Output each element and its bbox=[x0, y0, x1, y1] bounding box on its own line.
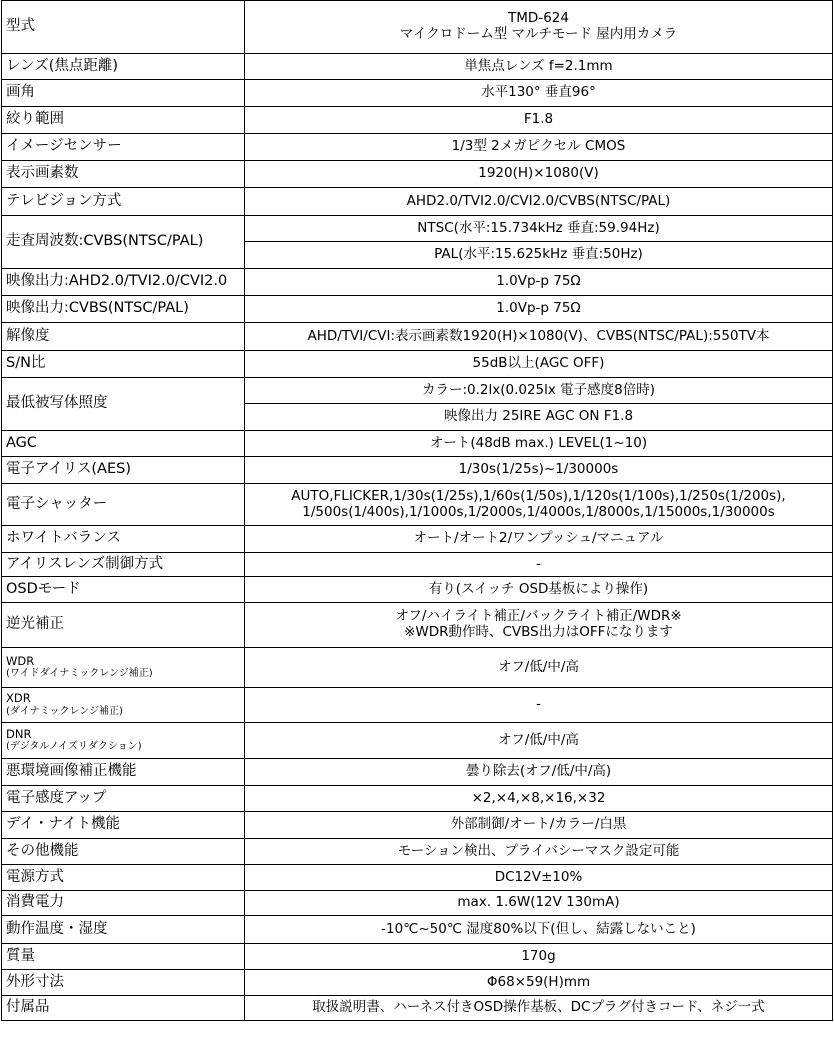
spec-value bbox=[245, 1, 833, 54]
spec-row bbox=[2, 891, 833, 916]
spec-value-line: 映像出力 25IRE AGC ON F1.8 bbox=[443, 408, 634, 425]
spec-label bbox=[2, 648, 245, 688]
spec-value-line: ※WDR動作時、CVBS出力はOFFになります bbox=[404, 624, 673, 640]
spec-label bbox=[2, 188, 245, 216]
spec-value bbox=[245, 865, 833, 891]
spec-value-line: 有り(スイッチ OSD基板により操作) bbox=[428, 580, 649, 597]
spec-value bbox=[245, 891, 833, 916]
spec-label-text: 電子感度アップ bbox=[6, 789, 107, 806]
spec-value bbox=[245, 944, 833, 970]
spec-label-text: 消費電力 bbox=[6, 894, 64, 911]
spec-value bbox=[245, 759, 833, 786]
spec-value-line: DC12V±10% bbox=[494, 868, 583, 885]
spec-label-text: ホワイトバランス bbox=[6, 530, 121, 547]
spec-label bbox=[2, 54, 245, 80]
spec-row bbox=[2, 80, 833, 107]
spec-row bbox=[2, 812, 833, 839]
spec-label-text: 最低被写体照度 bbox=[6, 395, 108, 412]
spec-row bbox=[2, 216, 833, 242]
spec-label-text: レンズ(焦点距離) bbox=[6, 57, 119, 74]
spec-table-body bbox=[2, 1, 833, 1021]
spec-label bbox=[2, 526, 245, 553]
spec-value bbox=[245, 80, 833, 107]
spec-label bbox=[2, 688, 245, 723]
spec-row bbox=[2, 484, 833, 526]
spec-label bbox=[2, 269, 245, 296]
spec-label bbox=[2, 970, 245, 996]
spec-label-text: デイ・ナイト機能 bbox=[6, 816, 120, 833]
spec-label bbox=[2, 891, 245, 916]
spec-value-line: -10℃~50℃ 湿度80%以下(但し、結露しないこと) bbox=[381, 920, 696, 937]
spec-value-line: ×2,×4,×8,×16,×32 bbox=[471, 789, 606, 806]
spec-label-text: 悪環境画像補正機能 bbox=[6, 763, 137, 780]
spec-label-text: 電源方式 bbox=[6, 868, 64, 885]
spec-label bbox=[2, 296, 245, 323]
spec-label-text: その他機能 bbox=[6, 842, 79, 859]
spec-value-line: オフ/ハイライト補正/バックライト補正/WDR※ bbox=[395, 608, 682, 625]
spec-value bbox=[245, 404, 833, 431]
spec-value bbox=[245, 188, 833, 216]
spec-value bbox=[245, 216, 833, 242]
spec-label bbox=[2, 484, 245, 526]
spec-label bbox=[2, 916, 245, 944]
spec-row bbox=[2, 865, 833, 891]
spec-value bbox=[245, 526, 833, 553]
spec-row bbox=[2, 688, 833, 723]
spec-value-line: オート/オート2/ワンプッシュ/マニュアル bbox=[413, 530, 664, 547]
spec-value-line: PAL(水平:15.625kHz 垂直:50Hz) bbox=[434, 246, 643, 263]
spec-label bbox=[2, 80, 245, 107]
spec-label-subtext: (ワイドダイナミックレンジ補正) bbox=[6, 668, 153, 680]
spec-row bbox=[2, 526, 833, 553]
spec-row bbox=[2, 134, 833, 161]
spec-label-text: XDR bbox=[6, 691, 31, 706]
spec-label-text: 外形寸法 bbox=[6, 973, 64, 990]
spec-label-text: 動作温度・湿度 bbox=[6, 920, 108, 937]
spec-label-text: 電子シャッター bbox=[6, 495, 108, 512]
spec-value-line: 170g bbox=[521, 947, 556, 964]
spec-label-text: OSDモード bbox=[6, 580, 81, 597]
spec-value-line: 曇り除去(オフ/低/中/高) bbox=[465, 763, 612, 780]
spec-label bbox=[2, 161, 245, 188]
spec-value bbox=[245, 323, 833, 351]
spec-row bbox=[2, 786, 833, 812]
spec-row bbox=[2, 351, 833, 378]
spec-value-line: AHD2.0/TVI2.0/CVI2.0/CVBS(NTSC/PAL) bbox=[406, 192, 671, 209]
spec-row bbox=[2, 161, 833, 188]
spec-value-line: 外部制御/オート/カラー/白黒 bbox=[450, 816, 627, 833]
spec-row bbox=[2, 916, 833, 944]
spec-value bbox=[245, 786, 833, 812]
spec-label bbox=[2, 351, 245, 378]
spec-label-text: 映像出力:CVBS(NTSC/PAL) bbox=[6, 300, 189, 317]
spec-row bbox=[2, 107, 833, 134]
spec-label bbox=[2, 839, 245, 865]
spec-row bbox=[2, 648, 833, 688]
spec-row bbox=[2, 970, 833, 996]
spec-label-text: 電子アイリス(AES) bbox=[6, 461, 132, 478]
spec-value bbox=[245, 839, 833, 865]
spec-label-text: アイリスレンズ制御方式 bbox=[6, 555, 164, 572]
spec-label-text: イメージセンサー bbox=[6, 138, 122, 155]
spec-value bbox=[245, 970, 833, 996]
spec-value-line: 取扱説明書、ハーネス付きOSD操作基板、DCプラグ付きコード、ネジ一式 bbox=[312, 999, 765, 1016]
spec-label-text: S/N比 bbox=[6, 355, 46, 372]
spec-label-subtext: (ダイナミックレンジ補正) bbox=[6, 705, 123, 717]
spec-value-line: オフ/低/中/高 bbox=[498, 658, 579, 675]
spec-label-text: 画角 bbox=[6, 84, 35, 101]
spec-label-text: WDR bbox=[6, 653, 35, 668]
spec-value-line: 1/30s(1/25s)~1/30000s bbox=[458, 461, 619, 478]
spec-value bbox=[245, 812, 833, 839]
spec-label bbox=[2, 431, 245, 457]
spec-value bbox=[245, 351, 833, 378]
spec-label bbox=[2, 865, 245, 891]
spec-row bbox=[2, 323, 833, 351]
spec-value-line: TMD-624 bbox=[508, 10, 569, 27]
spec-value bbox=[245, 457, 833, 484]
spec-label bbox=[2, 996, 245, 1021]
spec-value bbox=[245, 134, 833, 161]
spec-value bbox=[245, 484, 833, 526]
spec-row bbox=[2, 269, 833, 296]
spec-value bbox=[245, 648, 833, 688]
spec-value-line: 1920(H)×1080(V) bbox=[478, 165, 599, 182]
spec-value-line: モーション検出、プライバシーマスク設定可能 bbox=[397, 842, 680, 859]
spec-label bbox=[2, 378, 245, 431]
spec-label bbox=[2, 1, 245, 54]
spec-row bbox=[2, 996, 833, 1021]
spec-value bbox=[245, 723, 833, 759]
spec-value-line: - bbox=[536, 555, 541, 572]
spec-label-text: 逆光補正 bbox=[6, 616, 64, 633]
spec-label-text: 解像度 bbox=[6, 327, 50, 344]
spec-label-text: 質量 bbox=[6, 947, 35, 964]
spec-value-line: NTSC(水平:15.734kHz 垂直:59.94Hz) bbox=[417, 219, 660, 236]
spec-label-text: 表示画素数 bbox=[6, 165, 79, 182]
spec-row bbox=[2, 431, 833, 457]
spec-row bbox=[2, 759, 833, 786]
spec-row bbox=[2, 457, 833, 484]
spec-label bbox=[2, 107, 245, 134]
spec-label-subtext: (デジタルノイズリダクション) bbox=[6, 741, 142, 753]
spec-value-line: Φ68×59(H)mm bbox=[486, 973, 591, 990]
spec-label bbox=[2, 553, 245, 577]
spec-label bbox=[2, 603, 245, 648]
spec-value bbox=[245, 431, 833, 457]
spec-row bbox=[2, 723, 833, 759]
spec-label-text: 型式 bbox=[6, 18, 35, 35]
spec-value bbox=[245, 107, 833, 134]
spec-label-text: DNR bbox=[6, 726, 32, 741]
spec-value bbox=[245, 916, 833, 944]
spec-label-text: 絞り範囲 bbox=[6, 111, 64, 128]
spec-value bbox=[245, 688, 833, 723]
spec-value-line: 1.0Vp-p 75Ω bbox=[496, 300, 581, 317]
spec-row bbox=[2, 944, 833, 970]
spec-value-line: 単焦点レンズ f=2.1mm bbox=[464, 57, 613, 74]
spec-value-line: カラー:0.2lx(0.025lx 電子感度8倍時) bbox=[421, 381, 656, 398]
spec-table bbox=[1, 0, 833, 1021]
spec-value-line: 1/3型 2メガピクセル CMOS bbox=[451, 138, 626, 155]
spec-row bbox=[2, 378, 833, 404]
spec-value bbox=[245, 378, 833, 404]
spec-label-text: テレビジョン方式 bbox=[6, 192, 122, 209]
spec-value bbox=[245, 577, 833, 603]
spec-label bbox=[2, 457, 245, 484]
spec-value-line: F1.8 bbox=[523, 111, 554, 128]
spec-row bbox=[2, 188, 833, 216]
spec-row bbox=[2, 553, 833, 577]
spec-row bbox=[2, 839, 833, 865]
spec-label bbox=[2, 759, 245, 786]
spec-value bbox=[245, 296, 833, 323]
spec-value-line: AHD/TVI/CVI:表示画素数1920(H)×1080(V)、CVBS(NTSC/PAL):550TV本 bbox=[307, 327, 770, 344]
spec-label bbox=[2, 323, 245, 351]
spec-value bbox=[245, 54, 833, 80]
spec-value-line: マイクロドーム型 マルチモード 屋内用カメラ bbox=[399, 26, 678, 42]
spec-label-text: AGC bbox=[6, 434, 38, 451]
spec-label-text: 走査周波数:CVBS(NTSC/PAL) bbox=[6, 233, 204, 250]
spec-value-line: AUTO,FLICKER,1/30s(1/25s),1/60s(1/50s),1/120s(1/100s),1/250s(1/200s), bbox=[291, 487, 786, 504]
spec-row bbox=[2, 603, 833, 648]
spec-value bbox=[245, 553, 833, 577]
spec-value-line: 1/500s(1/400s),1/1000s,1/2000s,1/4000s,1/8000s,1/15000s,1/30000s bbox=[302, 503, 775, 520]
spec-value-line: 1.0Vp-p 75Ω bbox=[496, 273, 581, 290]
spec-label bbox=[2, 944, 245, 970]
spec-value-line: max. 1.6W(12V 130mA) bbox=[457, 894, 620, 911]
spec-value bbox=[245, 242, 833, 269]
spec-label bbox=[2, 723, 245, 759]
spec-row bbox=[2, 577, 833, 603]
spec-label bbox=[2, 786, 245, 812]
spec-value-line: オフ/低/中/高 bbox=[498, 731, 579, 748]
spec-label bbox=[2, 134, 245, 161]
spec-row bbox=[2, 1, 833, 54]
spec-row bbox=[2, 54, 833, 80]
spec-value-line: オート(48dB max.) LEVEL(1~10) bbox=[429, 434, 648, 451]
spec-value bbox=[245, 269, 833, 296]
spec-row bbox=[2, 296, 833, 323]
spec-label bbox=[2, 812, 245, 839]
spec-value bbox=[245, 161, 833, 188]
spec-label bbox=[2, 216, 245, 269]
spec-label-text: 映像出力:AHD2.0/TVI2.0/CVI2.0 bbox=[6, 273, 228, 290]
spec-value-line: - bbox=[536, 696, 541, 713]
spec-value bbox=[245, 603, 833, 648]
spec-value bbox=[245, 996, 833, 1021]
spec-value-line: 水平130° 垂直96° bbox=[481, 84, 596, 101]
spec-value-line: 55dB以上(AGC OFF) bbox=[472, 355, 605, 372]
spec-label bbox=[2, 577, 245, 603]
spec-label-text: 付属品 bbox=[6, 999, 50, 1016]
